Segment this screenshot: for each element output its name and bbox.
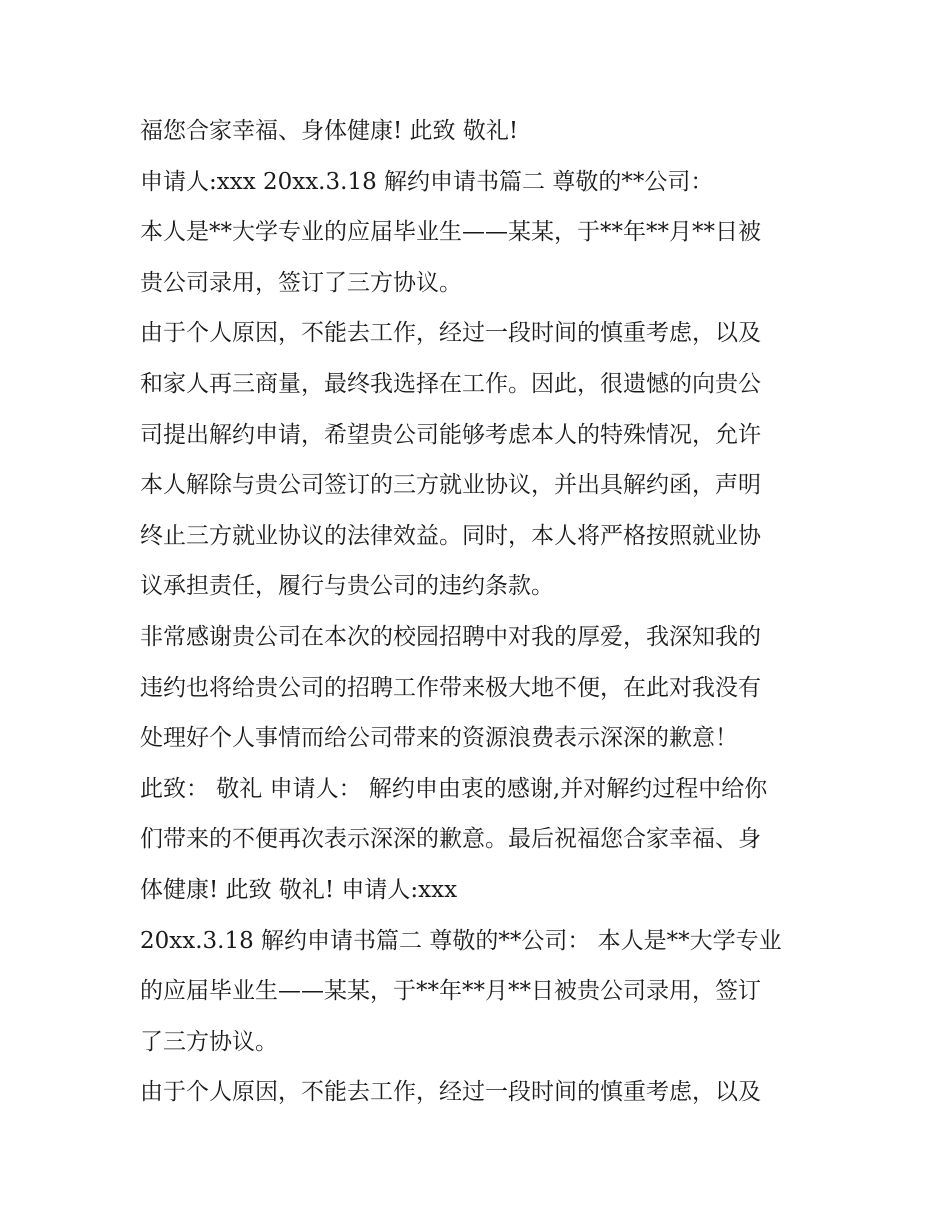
- text-line: 体健康! 此致 敬礼! 申请人:xxx: [140, 876, 458, 903]
- text-line: 的应届毕业生——某某，于**年**月**日被贵公司录用，签订: [140, 978, 761, 1005]
- text-line: 由于个人原因，不能去工作，经过一段时间的慎重考虑，以及: [140, 1079, 761, 1106]
- text-line: 司提出解约申请，希望贵公司能够考虑本人的特殊情况，允许: [140, 421, 761, 448]
- text-line: 们带来的不便再次表示深深的歉意。最后祝福您合家幸福、身: [140, 826, 761, 853]
- text-line: 和家人再三商量，最终我选择在工作。因此，很遗憾的向贵公: [140, 370, 761, 397]
- text-line: 本人是**大学专业的应届毕业生——某某，于**年**月**日被: [140, 219, 761, 246]
- text-line: 违约也将给贵公司的招聘工作带来极大地不便，在此对我没有: [140, 674, 761, 701]
- text-line: 了三方协议。: [140, 1028, 278, 1055]
- document-body: [140, 106, 830, 1118]
- text-line: 福您合家幸福、身体健康! 此致 敬礼!: [140, 118, 519, 144]
- text-line: 本人解除与贵公司签订的三方就业协议，并出具解约函，声明: [140, 472, 761, 499]
- text-line: 议承担责任，履行与贵公司的违约条款。: [140, 573, 554, 600]
- text-line: 终止三方就业协议的法律效益。同时，本人将严格按照就业协: [140, 522, 761, 549]
- text-line: 此致： 敬礼 申请人： 解约申由衷的感谢,并对解约过程中给你: [140, 775, 768, 802]
- text-line: 20xx.3.18 解约申请书篇二 尊敬的**公司： 本人是**大学专业: [140, 927, 782, 954]
- text-line: 非常感谢贵公司在本次的校园招聘中对我的厚爱，我深知我的: [140, 623, 761, 650]
- text-line: 贵公司录用，签订了三方协议。: [140, 269, 462, 296]
- text-line: 申请人:xxx 20xx.3.18 解约申请书篇二 尊敬的**公司：: [140, 168, 714, 195]
- text-line: 处理好个人事情而给公司带来的资源浪费表示深深的歉意！: [140, 725, 738, 752]
- text-line: 由于个人原因，不能去工作，经过一段时间的慎重考虑，以及: [140, 320, 761, 347]
